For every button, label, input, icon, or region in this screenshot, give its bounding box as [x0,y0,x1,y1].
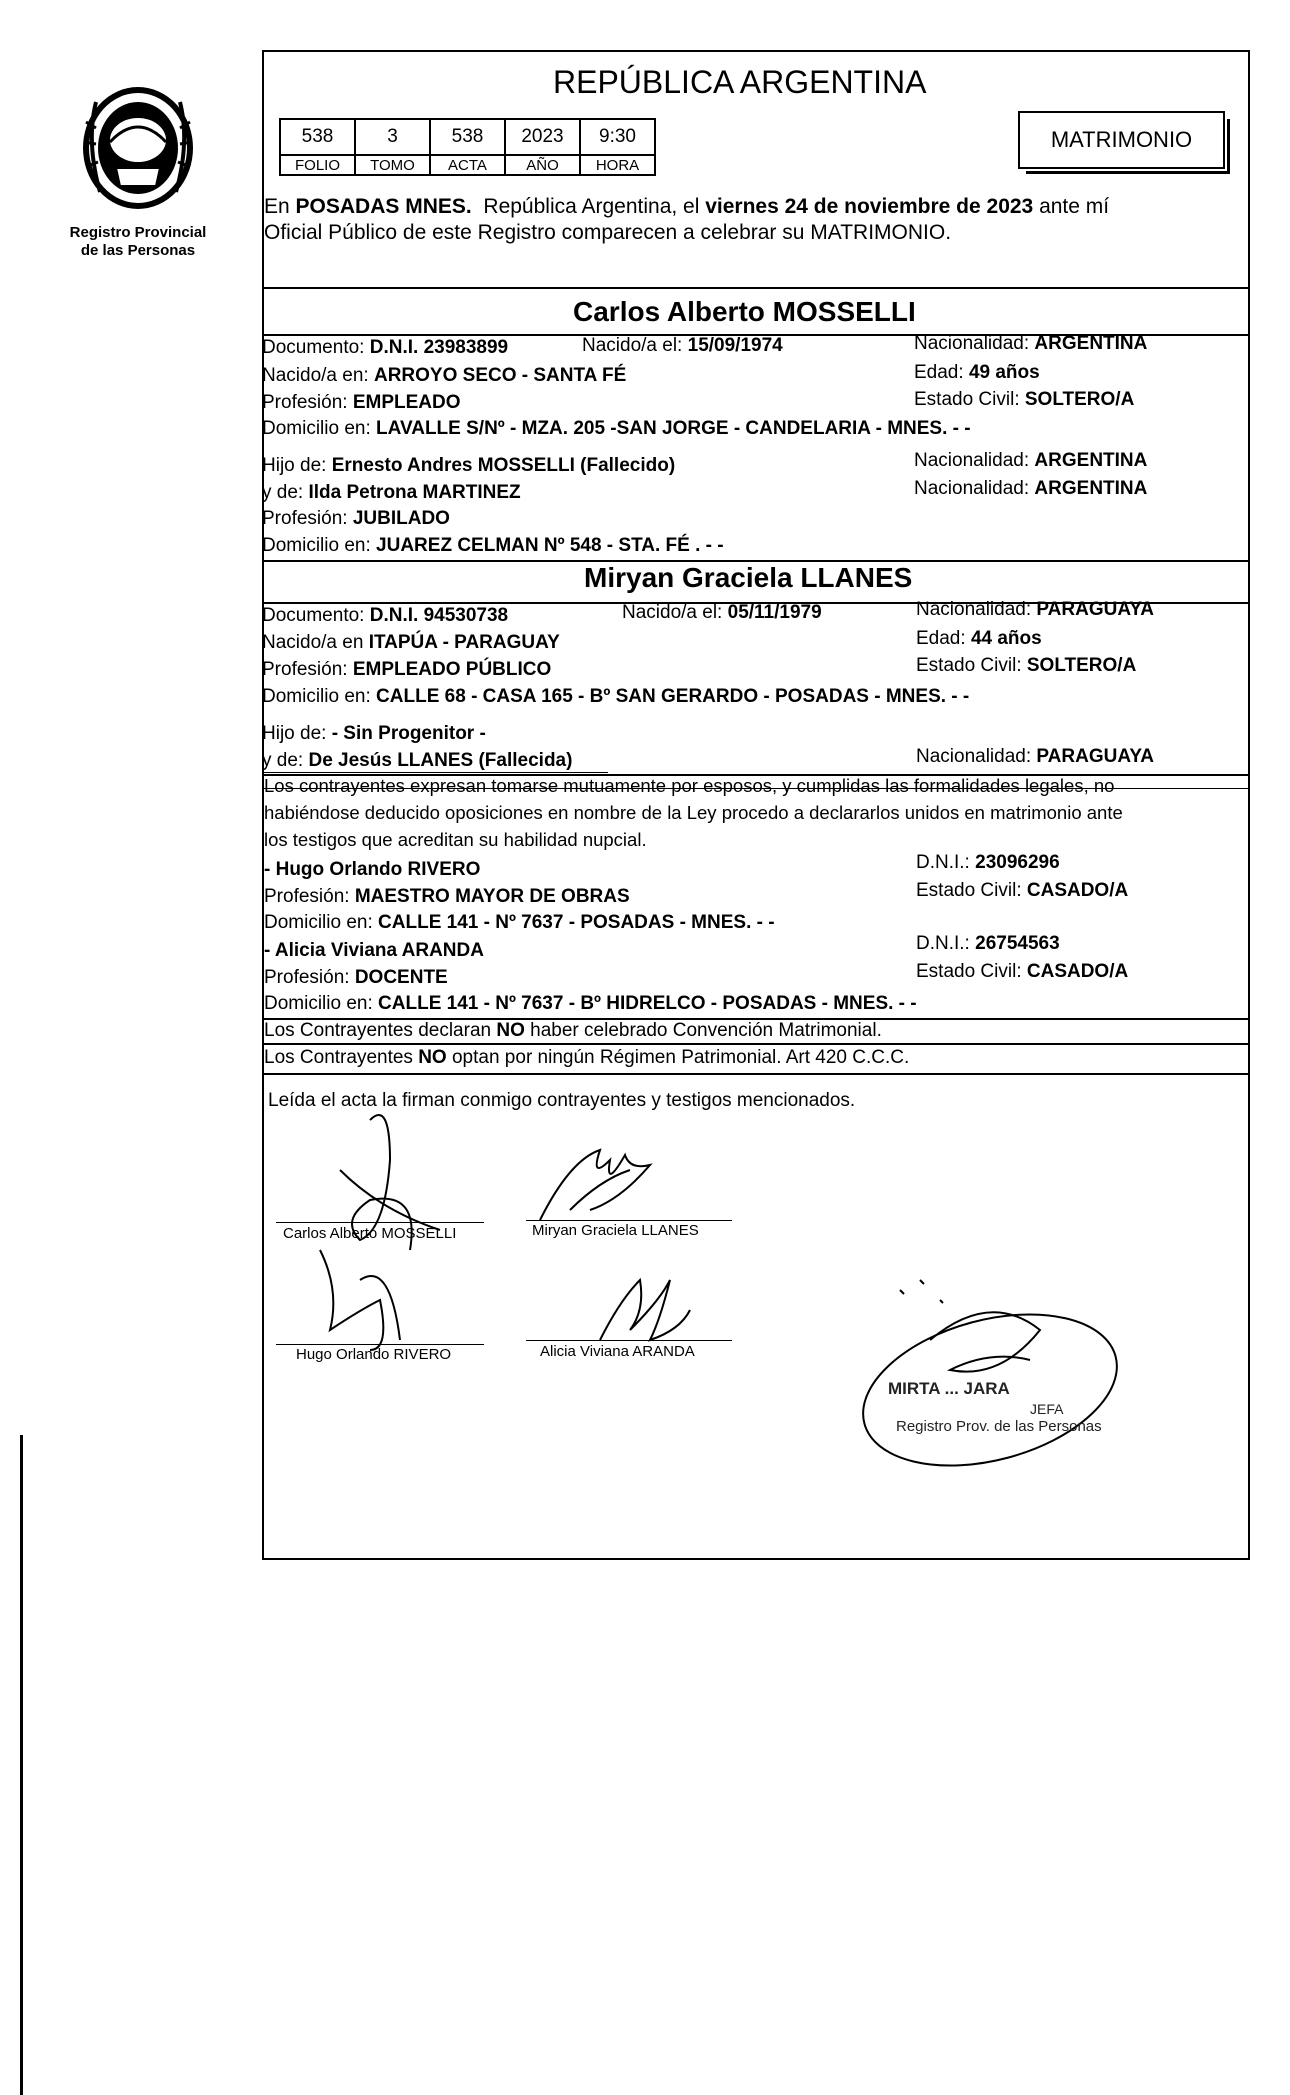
intro-mid: República Argentina, el [471,195,706,218]
spouse1-place-value: ARROYO SECO - SANTA FÉ [373,365,627,386]
anio-label: AÑO [505,155,580,175]
spouse1-mother-value: Ilda Petrona MARTINEZ [308,482,521,503]
witness2-civil-value: CASADO/A [1026,961,1129,982]
spouse2-prof-value: EMPLEADO PÚBLICO [352,659,552,680]
registry-labels-row [280,155,655,175]
signature-ink-4 [590,1270,700,1350]
label: Profesión: [264,967,355,988]
anio-value: 2023 [505,119,580,155]
intro-date: viernes 24 de noviembre de 2023 [705,195,1034,218]
signature-ink-2 [530,1140,670,1230]
spouse1-parent-addr [262,535,724,557]
tomo-label: TOMO [355,155,430,175]
registry-values-row [280,119,655,155]
label: Profesión: [262,659,353,680]
spouse1-parent-addr-value: JUAREZ CELMAN Nº 548 - STA. FÉ . - - [376,535,724,556]
label: Nacionalidad: [916,599,1037,620]
witness2-addr [264,993,917,1015]
spouse2-nat [916,599,1154,621]
label: Estado Civil: [916,880,1027,901]
spouse1-mother [262,482,521,504]
spouse2-father-value: - Sin Progenitor - [331,723,486,744]
spouse1-doc-value: D.N.I. 23983899 [369,337,509,358]
witness1-prof-value: MAESTRO MAYOR DE OBRAS [354,886,630,907]
label: Estado Civil: [914,389,1025,410]
divider [262,1043,1250,1045]
witness1-dni-value: 23096296 [975,852,1060,873]
witness1-civil-value: CASADO/A [1026,880,1129,901]
witness2-dni-value: 26754563 [975,933,1060,954]
spouse2-civil [916,655,1136,677]
act-type-label: MATRIMONIO [1050,127,1193,152]
spouse2-mother [262,750,572,772]
text: optan por ningún Régimen Patrimonial. Art 420 C.C.C. [446,1047,910,1068]
witness2-prof-value: DOCENTE [354,967,448,988]
spouse2-civil-value: SOLTERO/A [1026,655,1137,676]
spouse1-civil-value: SOLTERO/A [1024,389,1135,410]
underline [262,772,608,773]
label: Nacido/a en: [262,365,374,386]
spouse1-age-value: 49 años [968,362,1040,383]
tomo-value: 3 [355,119,430,155]
text: Los Contrayentes [264,1047,419,1068]
spouse2-addr-value: CALLE 68 - CASA 165 - Bº SAN GERARDO - POSADAS - MNES. - - [376,686,970,707]
registry-logo [66,82,210,218]
label: Nacionalidad: [916,746,1037,767]
spouse2-mother-nat-value: PARAGUAYA [1036,746,1154,767]
label: Nacionalidad: [914,450,1035,471]
signature-caption-4: Alicia Viviana ARANDA [540,1343,695,1360]
witness1-addr [264,912,775,934]
spouse1-place [262,365,626,387]
label: Profesión: [262,392,353,413]
witness2-name: - Alicia Viviana ARANDA [264,940,484,961]
divider [262,287,1250,289]
label: Estado Civil: [916,655,1027,676]
act-type-box [1018,111,1225,169]
closing-text: Leída el acta la firman conmigo contrayentes y testigos mencionados. [268,1090,856,1111]
hora-label: HORA [580,155,655,175]
label: Nacionalidad: [914,333,1035,354]
witness1-addr-value: CALLE 141 - Nº 7637 - POSADAS - MNES. - - [378,912,775,933]
spouse1-age [914,362,1040,384]
spouse1-nat-value: ARGENTINA [1034,333,1148,354]
label: Domicilio en: [264,912,379,933]
intro-line2: Oficial Público de este Registro comparecen a celebrar su MATRIMONIO. [264,221,952,244]
spouse2-place [262,632,560,654]
spouse2-born-value: 05/11/1979 [727,602,822,623]
spouse2-mother-value: De Jesús LLANES (Fallecida) [308,750,573,771]
no-emphasis: NO [418,1047,447,1068]
signature-caption-1: Carlos Alberto MOSSELLI [283,1225,457,1242]
spouse1-nat [914,333,1147,355]
spouse2-addr [262,686,969,708]
spouse1-mother-nat [914,478,1147,500]
spouse2-place-value: ITAPÚA - PARAGUAY [368,632,560,653]
label: Domicilio en: [262,686,377,707]
text: Los Contrayentes declaran [264,1020,497,1041]
declaration-line2: habiéndose deducido oposiciones en nombre de la Ley procedo a declararlos unidos en matrimonio ante [264,802,1123,823]
spouse1-prof [262,392,461,414]
spouse1-parent-prof [262,508,450,530]
witness1-civil [916,880,1128,902]
spouse2-age-value: 44 años [970,628,1042,649]
intro-line1 [264,196,1109,218]
spouse2-prof [262,659,551,681]
divider [262,788,1250,789]
acta-label: ACTA [430,155,505,175]
label: Estado Civil: [916,961,1027,982]
spouse2-nat-value: PARAGUAYA [1036,599,1154,620]
witness1-name: - Hugo Orlando RIVERO [264,859,481,880]
witness1-dni [916,852,1060,874]
registry-table [279,118,656,176]
spouse2-doc-value: D.N.I. 94530738 [369,605,509,626]
label: D.N.I.: [916,933,976,954]
divider [262,1073,1250,1075]
witness2-addr-value: CALLE 141 - Nº 7637 - Bº HIDRELCO - POSADAS - MNES. - - [378,993,917,1014]
witness2-civil [916,961,1128,983]
spouse1-addr-value: LAVALLE S/Nº - MZA. 205 -SAN JORGE - CANDELARIA - MNES. - - [376,418,971,439]
spouse1-prof-value: EMPLEADO [352,392,461,413]
label: Nacido/a el: [622,602,728,623]
spouse1-father-nat [914,450,1147,472]
spouse1-doc [262,337,508,359]
spouse2-age [916,628,1042,650]
intro-pre: En [264,195,296,218]
signature-ink-1 [300,1100,500,1360]
convention-line1 [264,1020,882,1042]
witness2-prof [264,967,448,989]
scan-margin-line [20,1435,23,2095]
spouse1-father-nat-value: ARGENTINA [1034,450,1148,471]
label: y de: [262,482,309,503]
spouse2-father [262,723,486,745]
spouse2-born [622,602,822,624]
label: Profesión: [264,886,355,907]
convention-line2 [264,1047,909,1069]
label: y de: [262,750,309,771]
declaration-line3: los testigos que acreditan su habilidad nupcial. [264,829,647,850]
label: Domicilio en: [262,535,377,556]
spouse1-born-value: 15/09/1974 [687,335,783,356]
signature-caption-2: Miryan Graciela LLANES [532,1222,699,1239]
declaration-line1: Los contrayentes expresan tomarse mutuamente por esposos, y cumplidas las formalidades legales, no [264,775,1115,796]
label: Documento: [262,337,370,358]
folio-value: 538 [280,119,355,155]
spouse1-addr [262,418,971,440]
label: D.N.I.: [916,852,976,873]
intro-post: ante mí [1033,195,1110,218]
label: Domicilio en: [264,993,379,1014]
label: Nacionalidad: [914,478,1035,499]
hora-value: 9:30 [580,119,655,155]
label: Edad: [916,628,971,649]
spouse1-name: Carlos Alberto MOSSELLI [573,296,916,327]
country-title: REPÚBLICA ARGENTINA [553,64,927,100]
spouse1-father [262,455,675,477]
spouse1-parent-prof-value: JUBILADO [352,508,450,529]
witness1-prof [264,886,630,908]
label: Edad: [914,362,969,383]
label: Domicilio en: [262,418,377,439]
logo-caption-line2: de las Personas [80,242,196,259]
spouse1-civil [914,389,1134,411]
intro-city: POSADAS MNES. [295,195,472,218]
spouse2-name: Miryan Graciela LLANES [584,562,913,593]
label: Profesión: [262,508,353,529]
official-stamp-line2: JEFA [1030,1401,1064,1417]
label: Hijo de: [262,455,332,476]
official-stamp-line1: MIRTA ... JARA [888,1379,1010,1398]
misiones-seal-icon [66,82,210,218]
text: haber celebrado Convención Matrimonial. [524,1020,882,1041]
logo-caption-line1: Registro Provincial [69,224,207,241]
label: Nacido/a en [262,632,369,653]
witness2-dni [916,933,1060,955]
label: Hijo de: [262,723,332,744]
signature-caption-3: Hugo Orlando RIVERO [296,1346,452,1363]
spouse1-mother-nat-value: ARGENTINA [1034,478,1148,499]
spouse2-mother-nat [916,746,1154,768]
spouse1-father-value: Ernesto Andres MOSSELLI (Fallecido) [331,455,676,476]
folio-label: FOLIO [280,155,355,175]
official-stamp-line3: Registro Prov. de las Personas [896,1418,1102,1435]
acta-value: 538 [430,119,505,155]
label: Nacido/a el: [582,335,688,356]
spouse1-born [582,335,783,357]
no-emphasis: NO [496,1020,525,1041]
label: Documento: [262,605,370,626]
spouse2-doc [262,605,508,627]
